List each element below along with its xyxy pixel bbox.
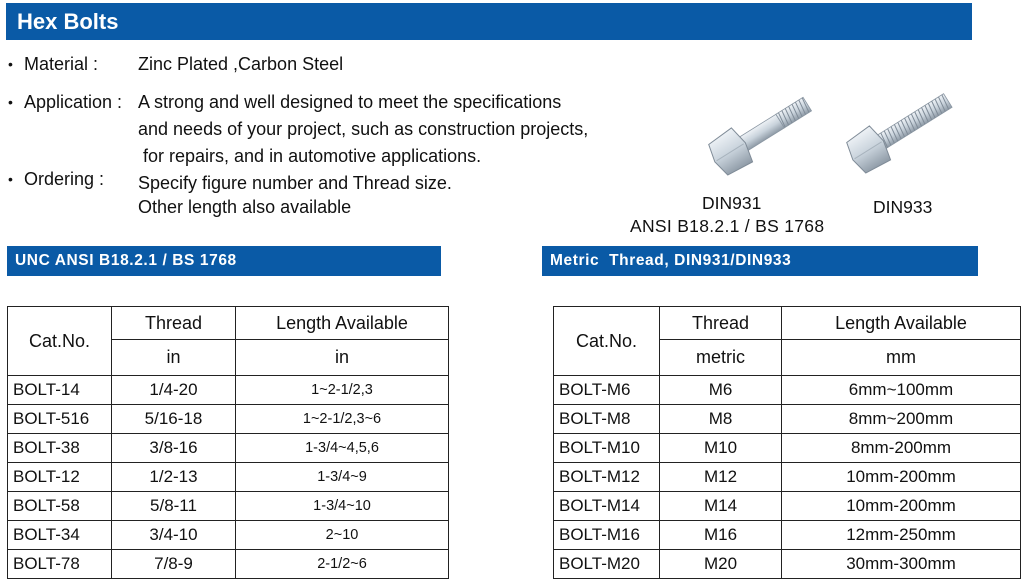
thread-cell: 5/16-18 [112, 405, 236, 434]
thread-header: Thread [660, 307, 782, 340]
table-row [554, 492, 1021, 521]
table-row [8, 521, 449, 550]
thread-cell: M16 [660, 521, 782, 550]
cat-no-cell: BOLT-M6 [554, 376, 660, 405]
application-line-2: and needs of your project, such as construction projects, [138, 119, 589, 139]
unc-section-banner [7, 246, 441, 276]
cat-no-cell: BOLT-M14 [554, 492, 660, 521]
cat-no-cell: BOLT-M16 [554, 521, 660, 550]
material-info [0, 51, 700, 78]
metric-bolt-table [553, 306, 1021, 579]
length-cell: 1~2-1/2,3 [236, 376, 449, 405]
cat-no-cell: BOLT-M20 [554, 550, 660, 579]
ordering-label: Ordering : [24, 169, 105, 189]
table-row [554, 550, 1021, 579]
page-title: Hex Bolts [17, 8, 119, 34]
length-cell: 8mm~200mm [782, 405, 1021, 434]
thread-cell: 1/4-20 [112, 376, 236, 405]
cat-no-cell: BOLT-M12 [554, 463, 660, 492]
table-row [554, 521, 1021, 550]
thread-cell: 3/8-16 [112, 434, 236, 463]
cat-no-cell: BOLT-M8 [554, 405, 660, 434]
thread-cell: M12 [660, 463, 782, 492]
cat-no-cell: BOLT-516 [8, 405, 112, 434]
ordering-line-2: Other length also available [138, 197, 352, 217]
unc-section-title: UNC ANSI B18.2.1 / BS 1768 [15, 252, 237, 269]
cat-no-cell: BOLT-58 [8, 492, 112, 521]
din933-caption: DIN933 [873, 197, 933, 217]
length-header: Length Available [236, 307, 449, 340]
table-row [554, 463, 1021, 492]
table-row [8, 376, 449, 405]
table-row [554, 405, 1021, 434]
metric-section-title: Metric Thread, DIN931/DIN933 [550, 252, 792, 269]
table-row [554, 376, 1021, 405]
din931-caption: DIN931 [702, 193, 762, 213]
thread-cell: 1/2-13 [112, 463, 236, 492]
length-cell: 8mm-200mm [782, 434, 1021, 463]
length-cell: 1-3/4~9 [236, 463, 449, 492]
hex-bolt-din933-icon [838, 84, 963, 184]
table-row [8, 434, 449, 463]
length-cell: 1-3/4~10 [236, 492, 449, 521]
length-cell: 2~10 [236, 521, 449, 550]
cat-no-cell: BOLT-34 [8, 521, 112, 550]
table-row [8, 492, 449, 521]
bullet-icon: • [8, 171, 13, 187]
bullet-icon: • [8, 56, 13, 72]
length-header: Length Available [782, 307, 1021, 340]
cat-no-cell: BOLT-12 [8, 463, 112, 492]
thread-cell: M20 [660, 550, 782, 579]
cat-no-header: Cat.No. [8, 307, 112, 376]
thread-cell: M6 [660, 376, 782, 405]
page-title-banner [6, 3, 972, 40]
hex-bolt-din931-icon [700, 86, 820, 186]
unc-bolt-table [7, 306, 449, 579]
thread-header: Thread [112, 307, 236, 340]
cat-no-cell: BOLT-38 [8, 434, 112, 463]
din931-standard-caption: ANSI B18.2.1 / BS 1768 [630, 216, 825, 236]
length-cell: 6mm~100mm [782, 376, 1021, 405]
table-row [8, 550, 449, 579]
ordering-info [0, 166, 700, 220]
length-unit: in [236, 340, 449, 376]
length-unit: mm [782, 340, 1021, 376]
metric-section-banner [542, 246, 978, 276]
table-header-row [554, 307, 1021, 340]
table-header-row [8, 307, 449, 340]
cat-no-header: Cat.No. [554, 307, 660, 376]
thread-unit: in [112, 340, 236, 376]
length-cell: 10mm-200mm [782, 492, 1021, 521]
bullet-icon: • [8, 94, 13, 110]
table-row [8, 463, 449, 492]
application-line-3: for repairs, and in automotive applications. [138, 146, 482, 166]
length-cell: 12mm-250mm [782, 521, 1021, 550]
thread-cell: 3/4-10 [112, 521, 236, 550]
application-info [0, 89, 700, 170]
thread-cell: 7/8-9 [112, 550, 236, 579]
thread-cell: M10 [660, 434, 782, 463]
length-cell: 1-3/4~4,5,6 [236, 434, 449, 463]
cat-no-cell: BOLT-M10 [554, 434, 660, 463]
length-cell: 2-1/2~6 [236, 550, 449, 579]
thread-unit: metric [660, 340, 782, 376]
length-cell: 30mm-300mm [782, 550, 1021, 579]
application-line-1: A strong and well designed to meet the specifications [138, 92, 562, 112]
length-cell: 1~2-1/2,3~6 [236, 405, 449, 434]
thread-cell: 5/8-11 [112, 492, 236, 521]
material-value: Zinc Plated ,Carbon Steel [138, 54, 344, 74]
material-label: Material : [24, 54, 99, 74]
application-label: Application : [24, 92, 123, 112]
table-row [8, 405, 449, 434]
table-row [554, 434, 1021, 463]
ordering-line-1: Specify figure number and Thread size. [138, 173, 452, 193]
cat-no-cell: BOLT-14 [8, 376, 112, 405]
thread-cell: M14 [660, 492, 782, 521]
cat-no-cell: BOLT-78 [8, 550, 112, 579]
length-cell: 10mm-200mm [782, 463, 1021, 492]
thread-cell: M8 [660, 405, 782, 434]
